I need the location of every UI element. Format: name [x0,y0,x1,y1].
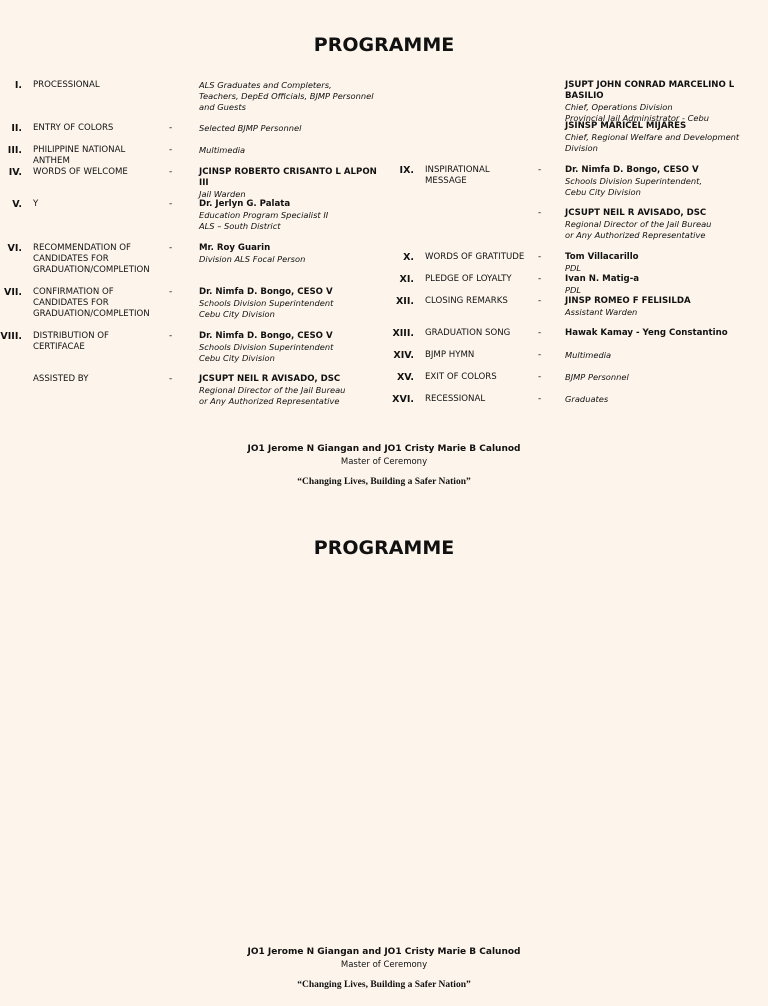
participant [199,374,389,407]
participant-name: Hawak Kamay - Yeng Constantino [565,328,728,338]
programme-item: PLEDGE OF LOYALTY [425,274,512,284]
separator-dash: - [169,123,173,133]
separator-dash: - [169,243,173,253]
programme-item: RECESSIONAL [425,394,486,404]
separator-dash: - [538,208,542,218]
separator-dash: - [538,165,542,175]
participant-role: Schools Division Superintendent Cebu City Division [199,342,334,363]
item-number: VII. [3,287,22,298]
participant-name: JCSUPT NEIL R AVISADO, DSC [199,374,341,384]
item-number: XVI. [392,394,414,405]
separator-dash: - [169,287,173,297]
page-title-2: PROGRAMME [313,537,455,559]
participant-role: PDL [565,263,582,273]
participant [565,328,765,339]
item-number: XV. [396,372,414,383]
participant-role: Multimedia [565,350,612,360]
motto: “Changing Lives, Building a Safer Nation” [297,477,471,487]
participant [565,274,765,296]
programme-item: Y [33,199,39,209]
programme-item: CLOSING REMARKS [425,296,508,306]
item-number: I. [14,80,22,91]
participant [199,331,389,364]
participant-role: Graduates [565,394,609,404]
programme-item: ENTRY OF COLORS [33,123,114,133]
programme-item: WORDS OF GRATITUDE [425,252,525,262]
participant [565,394,765,405]
participant [199,123,389,134]
participant [565,80,765,124]
participant [199,145,389,156]
participant-role: Selected BJMP Personnel [199,123,302,133]
programme-item: DISTRIBUTION OF CERTIFACAE [33,331,109,352]
programme-item: RECOMMENDATION OF CANDIDATES FOR GRADUATION/COMPLETION [33,243,150,275]
item-number: XIV. [393,350,414,361]
master-of-ceremony-label: Master of Ceremony [340,457,428,467]
programme-item: PHILIPPINE NATIONAL ANTHEM [33,145,126,166]
participant-name: JCINSP ROBERTO CRISANTO L ALPON III [199,167,377,188]
separator-dash: - [538,394,542,404]
participant [565,372,765,383]
participant [199,243,389,265]
separator-dash: - [169,331,173,341]
participant-role: PDL [565,285,582,295]
separator-dash: - [169,199,173,209]
participant-role: Schools Division Superintendent, Cebu City Division [565,176,703,197]
participant [565,296,765,318]
participant-role: Regional Director of the Jail Bureau or Any Authorized Representative [565,219,712,240]
page-title: PROGRAMME [313,34,455,56]
item-number: XII. [395,296,414,307]
separator-dash: - [538,274,542,284]
participant-name: Mr. Roy Guarin [199,243,271,253]
participant-name: JSINSP MARICEL MIJARES [565,121,687,131]
master-of-ceremony-names-2: JO1 Jerome N Giangan and JO1 Cristy Marie B Calunod [247,947,521,957]
participant-role: Jail Warden [199,189,246,199]
participant-role: Division ALS Focal Person [199,254,306,264]
programme-item: GRADUATION SONG [425,328,511,338]
participant-name: JCSUPT NEIL R AVISADO, DSC [565,208,707,218]
item-number: IX. [399,165,414,176]
separator-dash: - [169,374,173,384]
participant-name: Dr. Nimfa D. Bongo, CESO V [199,287,333,297]
participant-role: ALS Graduates and Completers, Teachers, DepEd Officials, BJMP Personnel and Guests [199,80,374,112]
participant [565,350,765,361]
separator-dash: - [538,350,542,360]
programme-item: WORDS OF WELCOME [33,167,128,177]
participant-role: Schools Division Superintendent Cebu City Division [199,298,334,319]
participant-role: Regional Director of the Jail Bureau or Any Authorized Representative [199,385,346,406]
participant-role: Chief, Regional Welfare and Development Division [565,132,740,153]
item-number: XIII. [392,328,414,339]
participant-name: JSUPT JOHN CONRAD MARCELINO L BASILIO [565,80,735,101]
participant [199,199,389,232]
participant-name: Dr. Nimfa D. Bongo, CESO V [199,331,333,341]
separator-dash: - [169,145,173,155]
separator-dash: - [538,372,542,382]
participant-name: Tom Villacarillo [565,252,639,262]
item-number: II. [11,123,22,134]
master-of-ceremony-names: JO1 Jerome N Giangan and JO1 Cristy Marie B Calunod [247,444,521,454]
participant-role: BJMP Personnel [565,372,629,382]
separator-dash: - [538,252,542,262]
participant-role: Assistant Warden [565,307,638,317]
participant-name: Dr. Nimfa D. Bongo, CESO V [565,165,699,175]
participant [565,121,765,154]
item-number: IV. [8,167,22,178]
motto-2: “Changing Lives, Building a Safer Nation” [297,980,471,990]
separator-dash: - [538,328,542,338]
item-number: III. [7,145,22,156]
participant-name: Dr. Jerlyn G. Palata [199,199,291,209]
participant-role: Chief, Operations Division Provincial Jail Administrator - Cebu [565,102,710,123]
participant [199,167,389,200]
participant-role: Multimedia [199,145,246,155]
item-number: VIII. [0,331,22,342]
separator-dash: - [538,296,542,306]
participant [199,287,389,320]
participant-name: JINSP ROMEO F FELISILDA [565,296,691,306]
item-number: X. [403,252,414,263]
programme-item: CONFIRMATION OF CANDIDATES FOR GRADUATION/COMPLETION [33,287,150,319]
participant [565,165,765,198]
programme-item: BJMP HYMN [425,350,475,360]
item-number: XI. [399,274,414,285]
participant [565,208,765,241]
item-number: V. [12,199,22,210]
item-number: VI. [7,243,22,254]
programme-item: ASSISTED BY [33,374,89,384]
programme-item: EXIT OF COLORS [425,372,497,382]
participant-name: Ivan N. Matig-a [565,274,640,284]
programme-item: PROCESSIONAL [33,80,100,90]
master-of-ceremony-label-2: Master of Ceremony [340,960,428,970]
programme-item: INSPIRATIONAL MESSAGE [425,165,490,186]
participant-role: Education Program Specialist II ALS – South District [199,210,329,231]
participant [565,252,765,274]
participant [199,80,389,113]
separator-dash: - [169,167,173,177]
